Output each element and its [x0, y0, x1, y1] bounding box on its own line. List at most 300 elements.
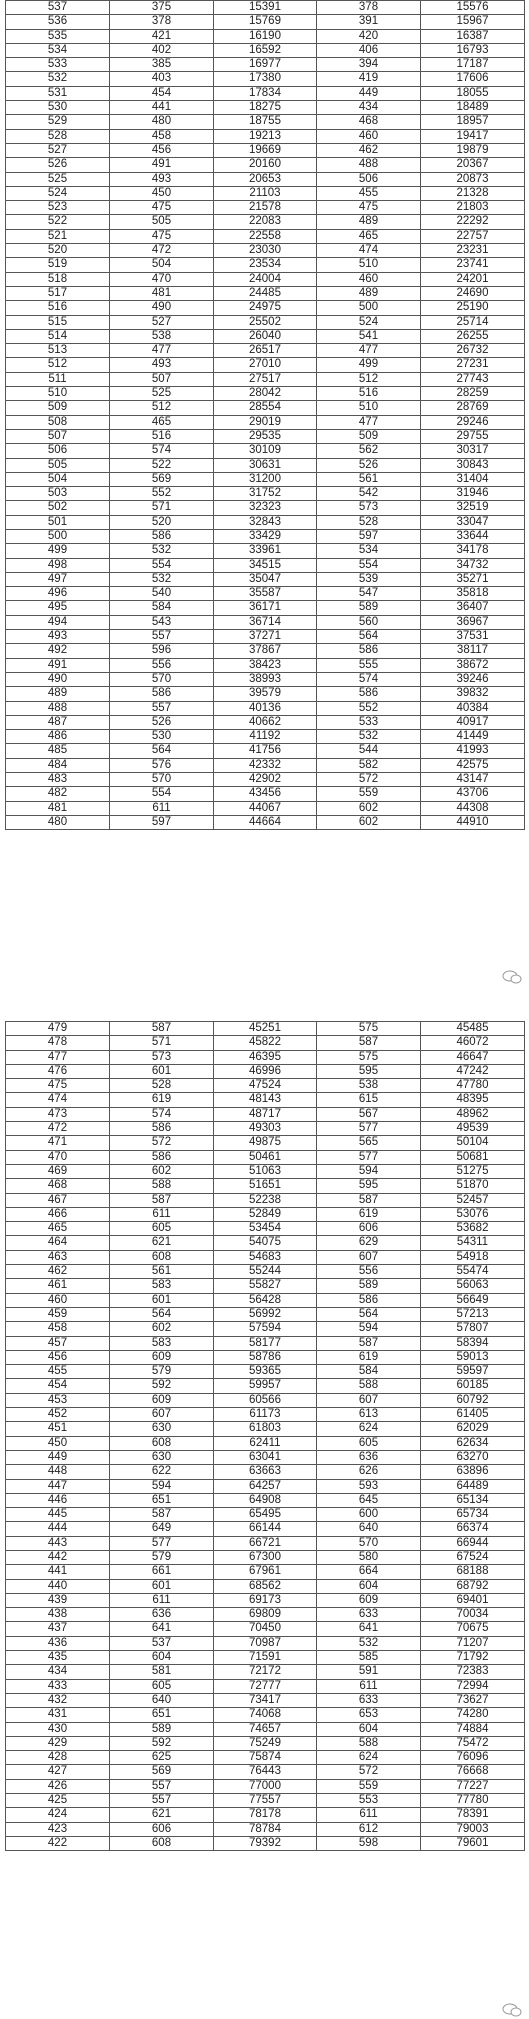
table-cell: 61173: [214, 1408, 317, 1422]
table-cell: 474: [6, 1093, 110, 1107]
table-cell: 576: [110, 758, 214, 772]
table-row: [6, 1836, 525, 1850]
table-cell: 506: [317, 172, 421, 186]
table-cell: 74068: [214, 1708, 317, 1722]
table-cell: 460: [6, 1293, 110, 1307]
table-cell: 606: [317, 1222, 421, 1236]
score-table-bottom: [5, 1021, 525, 1851]
table-cell: 62411: [214, 1436, 317, 1450]
table-cell: 611: [317, 1679, 421, 1693]
table-cell: 554: [110, 558, 214, 572]
table-cell: 559: [317, 787, 421, 801]
table-cell: 63041: [214, 1450, 317, 1464]
table-cell: 48962: [421, 1107, 525, 1121]
table-row: [6, 29, 525, 43]
table-cell: 43147: [421, 773, 525, 787]
table-row: [6, 1365, 525, 1379]
table-cell: 423: [6, 1822, 110, 1836]
table-cell: 510: [317, 258, 421, 272]
table-cell: 78178: [214, 1808, 317, 1822]
table-cell: 516: [317, 387, 421, 401]
wechat-bubble-icon: [501, 969, 523, 985]
table-cell: 517: [6, 286, 110, 300]
table-cell: 629: [317, 1236, 421, 1250]
table-cell: 43706: [421, 787, 525, 801]
table-cell: 24690: [421, 286, 525, 300]
table-cell: 428: [6, 1751, 110, 1765]
table-cell: 33644: [421, 529, 525, 543]
table-cell: 31404: [421, 472, 525, 486]
table-cell: 593: [317, 1479, 421, 1493]
table-cell: 609: [110, 1350, 214, 1364]
table-cell: 28554: [214, 401, 317, 415]
table-cell: 507: [6, 429, 110, 443]
table-cell: 583: [110, 1279, 214, 1293]
table-cell: 485: [6, 744, 110, 758]
table-cell: 537: [6, 1, 110, 15]
table-cell: 504: [110, 258, 214, 272]
table-cell: 54311: [421, 1236, 525, 1250]
table-row: [6, 1808, 525, 1822]
table-row: [6, 15, 525, 29]
table-row: [6, 1279, 525, 1293]
table-row: [6, 186, 525, 200]
table-row: [6, 1350, 525, 1364]
table-row: [6, 129, 525, 143]
table-row: [6, 201, 525, 215]
table-cell: 561: [317, 472, 421, 486]
table-cell: 588: [317, 1379, 421, 1393]
table-cell: 17380: [214, 72, 317, 86]
table-cell: 615: [317, 1093, 421, 1107]
table-cell: 402: [110, 43, 214, 57]
table-cell: 487: [6, 715, 110, 729]
table-row: [6, 415, 525, 429]
table-cell: 56063: [421, 1279, 525, 1293]
table-cell: 532: [6, 72, 110, 86]
table-cell: 589: [110, 1722, 214, 1736]
table-cell: 77780: [421, 1794, 525, 1808]
table-cell: 440: [6, 1579, 110, 1593]
table-cell: 579: [110, 1550, 214, 1564]
table-cell: 75874: [214, 1751, 317, 1765]
table-row: [6, 1222, 525, 1236]
table-cell: 21578: [214, 201, 317, 215]
table-cell: 32519: [421, 501, 525, 515]
table-cell: 491: [110, 158, 214, 172]
table-cell: 24201: [421, 272, 525, 286]
table-row: [6, 301, 525, 315]
table-cell: 15576: [421, 1, 525, 15]
table-cell: 471: [6, 1136, 110, 1150]
table-cell: 69173: [214, 1593, 317, 1607]
table-cell: 602: [110, 1164, 214, 1178]
table-cell: 624: [317, 1422, 421, 1436]
table-cell: 49539: [421, 1122, 525, 1136]
table-cell: 38117: [421, 644, 525, 658]
table-cell: 21103: [214, 186, 317, 200]
table-cell: 567: [317, 1107, 421, 1121]
table-row: [6, 572, 525, 586]
table-cell: 53076: [421, 1207, 525, 1221]
table-row: [6, 1565, 525, 1579]
table-cell: 492: [6, 644, 110, 658]
table-cell: 31752: [214, 487, 317, 501]
table-cell: 574: [110, 1107, 214, 1121]
table-cell: 43456: [214, 787, 317, 801]
table-cell: 554: [317, 558, 421, 572]
table-cell: 491: [6, 658, 110, 672]
table-cell: 29246: [421, 415, 525, 429]
table-row: [6, 1322, 525, 1336]
table-cell: 27010: [214, 358, 317, 372]
table-cell: 582: [317, 758, 421, 772]
table-cell: 434: [317, 101, 421, 115]
table-cell: 594: [317, 1164, 421, 1178]
table-cell: 525: [110, 387, 214, 401]
table-row: [6, 501, 525, 515]
table-cell: 588: [110, 1179, 214, 1193]
table-row: [6, 815, 525, 829]
table-cell: 64908: [214, 1493, 317, 1507]
table-cell: 557: [110, 1794, 214, 1808]
table-cell: 70675: [421, 1622, 525, 1636]
table-cell: 55244: [214, 1265, 317, 1279]
table-row: [6, 615, 525, 629]
table-cell: 498: [6, 558, 110, 572]
table-cell: 47242: [421, 1064, 525, 1078]
table-cell: 574: [317, 672, 421, 686]
table-cell: 19417: [421, 129, 525, 143]
table-cell: 462: [6, 1265, 110, 1279]
table-cell: 63663: [214, 1465, 317, 1479]
table-cell: 586: [110, 529, 214, 543]
table-row: [6, 258, 525, 272]
table-cell: 32323: [214, 501, 317, 515]
table-cell: 72994: [421, 1679, 525, 1693]
table-cell: 464: [6, 1236, 110, 1250]
table-cell: 613: [317, 1408, 421, 1422]
table-row: [6, 1307, 525, 1321]
table-cell: 475: [110, 201, 214, 215]
table-cell: 499: [317, 358, 421, 372]
table-cell: 73417: [214, 1693, 317, 1707]
table-row: [6, 515, 525, 529]
table-cell: 74657: [214, 1722, 317, 1736]
table-cell: 570: [110, 773, 214, 787]
table-cell: 532: [110, 572, 214, 586]
table-row: [6, 744, 525, 758]
table-row: [6, 1608, 525, 1622]
table-cell: 432: [6, 1693, 110, 1707]
table-cell: 442: [6, 1550, 110, 1564]
table-cell: 539: [317, 572, 421, 586]
table-cell: 630: [110, 1450, 214, 1464]
table-cell: 605: [110, 1679, 214, 1693]
table-cell: 23231: [421, 244, 525, 258]
table-row: [6, 544, 525, 558]
table-cell: 36171: [214, 601, 317, 615]
table-cell: 510: [317, 401, 421, 415]
table-row: [6, 1593, 525, 1607]
table-cell: 475: [110, 229, 214, 243]
table-cell: 61803: [214, 1422, 317, 1436]
table-cell: 433: [6, 1679, 110, 1693]
table-cell: 35818: [421, 587, 525, 601]
table-cell: 552: [110, 487, 214, 501]
table-cell: 74280: [421, 1708, 525, 1722]
table-cell: 71591: [214, 1651, 317, 1665]
table-row: [6, 658, 525, 672]
table-cell: 477: [317, 344, 421, 358]
table-row: [6, 1693, 525, 1707]
table-cell: 15967: [421, 15, 525, 29]
table-cell: 532: [317, 730, 421, 744]
table-cell: 534: [6, 43, 110, 57]
table-cell: 586: [317, 687, 421, 701]
table-cell: 587: [317, 1336, 421, 1350]
table-cell: 437: [6, 1622, 110, 1636]
table-row: [6, 730, 525, 744]
table-cell: 25190: [421, 301, 525, 315]
table-cell: 420: [317, 29, 421, 43]
table-cell: 422: [6, 1836, 110, 1850]
table-cell: 439: [6, 1593, 110, 1607]
table-cell: 519: [6, 258, 110, 272]
table-cell: 51870: [421, 1179, 525, 1193]
table-cell: 75472: [421, 1736, 525, 1750]
table-cell: 601: [110, 1293, 214, 1307]
table-row: [6, 1193, 525, 1207]
table-row: [6, 1651, 525, 1665]
table-cell: 378: [110, 15, 214, 29]
table-cell: 38423: [214, 658, 317, 672]
table-cell: 587: [317, 1036, 421, 1050]
table-row: [6, 1136, 525, 1150]
table-cell: 45251: [214, 1022, 317, 1036]
table-cell: 52849: [214, 1207, 317, 1221]
table-row: [6, 143, 525, 157]
table-cell: 68792: [421, 1579, 525, 1593]
table-cell: 481: [6, 801, 110, 815]
table-cell: 25714: [421, 315, 525, 329]
table-cell: 626: [317, 1465, 421, 1479]
table-cell: 596: [110, 644, 214, 658]
table-cell: 44664: [214, 815, 317, 829]
table-cell: 45485: [421, 1022, 525, 1036]
table-row: [6, 329, 525, 343]
table-row: [6, 1822, 525, 1836]
table-cell: 511: [6, 372, 110, 386]
table-cell: 49875: [214, 1136, 317, 1150]
table-cell: 16387: [421, 29, 525, 43]
table-cell: 470: [6, 1150, 110, 1164]
table-cell: 520: [6, 244, 110, 258]
table-cell: 35587: [214, 587, 317, 601]
table-cell: 37271: [214, 630, 317, 644]
table-cell: 528: [317, 515, 421, 529]
table-cell: 60185: [421, 1379, 525, 1393]
table-row: [6, 1779, 525, 1793]
table-cell: 56649: [421, 1293, 525, 1307]
table-cell: 52457: [421, 1193, 525, 1207]
table-cell: 24485: [214, 286, 317, 300]
table-row: [6, 229, 525, 243]
table-cell: 403: [110, 72, 214, 86]
table-cell: 507: [110, 372, 214, 386]
table-cell: 48717: [214, 1107, 317, 1121]
table-cell: 72172: [214, 1665, 317, 1679]
table-row: [6, 387, 525, 401]
table-cell: 465: [317, 229, 421, 243]
table-row: [6, 1622, 525, 1636]
table-row: [6, 1207, 525, 1221]
table-cell: 523: [6, 201, 110, 215]
table-row: [6, 58, 525, 72]
table-cell: 427: [6, 1765, 110, 1779]
table-cell: 441: [6, 1565, 110, 1579]
table-cell: 26517: [214, 344, 317, 358]
table-cell: 456: [110, 143, 214, 157]
table-row: [6, 1751, 525, 1765]
table-cell: 35047: [214, 572, 317, 586]
table-cell: 19669: [214, 143, 317, 157]
table-cell: 30843: [421, 458, 525, 472]
table-cell: 481: [110, 286, 214, 300]
table-cell: 486: [6, 730, 110, 744]
table-cell: 18755: [214, 115, 317, 129]
table-cell: 66944: [421, 1536, 525, 1550]
table-cell: 661: [110, 1565, 214, 1579]
table-cell: 449: [317, 86, 421, 100]
table-row: [6, 1579, 525, 1593]
table-cell: 479: [6, 1022, 110, 1036]
table-row: [6, 1150, 525, 1164]
table-row: [6, 1250, 525, 1264]
table-cell: 63270: [421, 1450, 525, 1464]
table-cell: 524: [317, 315, 421, 329]
table-cell: 552: [317, 701, 421, 715]
table-cell: 447: [6, 1479, 110, 1493]
table-cell: 66721: [214, 1536, 317, 1550]
table-cell: 55474: [421, 1265, 525, 1279]
table-cell: 22558: [214, 229, 317, 243]
table-cell: 16793: [421, 43, 525, 57]
table-cell: 459: [6, 1307, 110, 1321]
table-row: [6, 587, 525, 601]
table-cell: 23534: [214, 258, 317, 272]
table-row: [6, 1765, 525, 1779]
table-row: [6, 687, 525, 701]
table-cell: 27231: [421, 358, 525, 372]
table-cell: 77000: [214, 1779, 317, 1793]
table-cell: 604: [317, 1722, 421, 1736]
table-cell: 534: [317, 544, 421, 558]
table-cell: 494: [6, 615, 110, 629]
table-cell: 606: [110, 1822, 214, 1836]
table-cell: 42575: [421, 758, 525, 772]
table-cell: 531: [6, 86, 110, 100]
table-cell: 514: [6, 329, 110, 343]
table-cell: 32843: [214, 515, 317, 529]
table-cell: 556: [110, 658, 214, 672]
table-cell: 527: [6, 143, 110, 157]
table-cell: 636: [317, 1450, 421, 1464]
table-row: [6, 787, 525, 801]
table-cell: 586: [110, 1150, 214, 1164]
table-cell: 506: [6, 444, 110, 458]
table-cell: 611: [110, 1593, 214, 1607]
table-cell: 475: [6, 1079, 110, 1093]
table-cell: 26040: [214, 329, 317, 343]
table-cell: 591: [317, 1665, 421, 1679]
table-cell: 21328: [421, 186, 525, 200]
table-row: [6, 1079, 525, 1093]
table-cell: 489: [317, 215, 421, 229]
table-row: [6, 672, 525, 686]
table-cell: 15391: [214, 1, 317, 15]
table-cell: 536: [6, 15, 110, 29]
table-cell: 58394: [421, 1336, 525, 1350]
table-cell: 587: [110, 1193, 214, 1207]
table-cell: 472: [6, 1122, 110, 1136]
table-cell: 493: [6, 630, 110, 644]
table-cell: 20160: [214, 158, 317, 172]
table-cell: 375: [110, 1, 214, 15]
table-cell: 23030: [214, 244, 317, 258]
table-cell: 500: [6, 529, 110, 543]
table-cell: 509: [6, 401, 110, 415]
table-row: [6, 1, 525, 15]
table-cell: 480: [6, 815, 110, 829]
table-cell: 579: [110, 1365, 214, 1379]
table-row: [6, 458, 525, 472]
table-cell: 40662: [214, 715, 317, 729]
table-cell: 42902: [214, 773, 317, 787]
table-cell: 640: [110, 1693, 214, 1707]
table-cell: 580: [317, 1550, 421, 1564]
table-cell: 564: [317, 1307, 421, 1321]
table-cell: 553: [317, 1794, 421, 1808]
table-cell: 29535: [214, 429, 317, 443]
table-row: [6, 286, 525, 300]
table-cell: 601: [110, 1579, 214, 1593]
table-row: [6, 244, 525, 258]
table-cell: 19879: [421, 143, 525, 157]
table-cell: 79003: [421, 1822, 525, 1836]
table-cell: 645: [317, 1493, 421, 1507]
table-cell: 496: [6, 587, 110, 601]
table-cell: 65134: [421, 1493, 525, 1507]
table-cell: 564: [317, 630, 421, 644]
table-cell: 542: [317, 487, 421, 501]
table-row: [6, 115, 525, 129]
table-cell: 59957: [214, 1379, 317, 1393]
table-cell: 61405: [421, 1408, 525, 1422]
table-cell: 30317: [421, 444, 525, 458]
table-cell: 466: [6, 1207, 110, 1221]
table-cell: 72383: [421, 1665, 525, 1679]
table-cell: 47524: [214, 1079, 317, 1093]
table-cell: 602: [317, 815, 421, 829]
table-cell: 77227: [421, 1779, 525, 1793]
table-cell: 587: [317, 1193, 421, 1207]
table-cell: 22757: [421, 229, 525, 243]
table-cell: 608: [110, 1436, 214, 1450]
table-cell: 40917: [421, 715, 525, 729]
table-cell: 604: [110, 1651, 214, 1665]
table-cell: 39579: [214, 687, 317, 701]
